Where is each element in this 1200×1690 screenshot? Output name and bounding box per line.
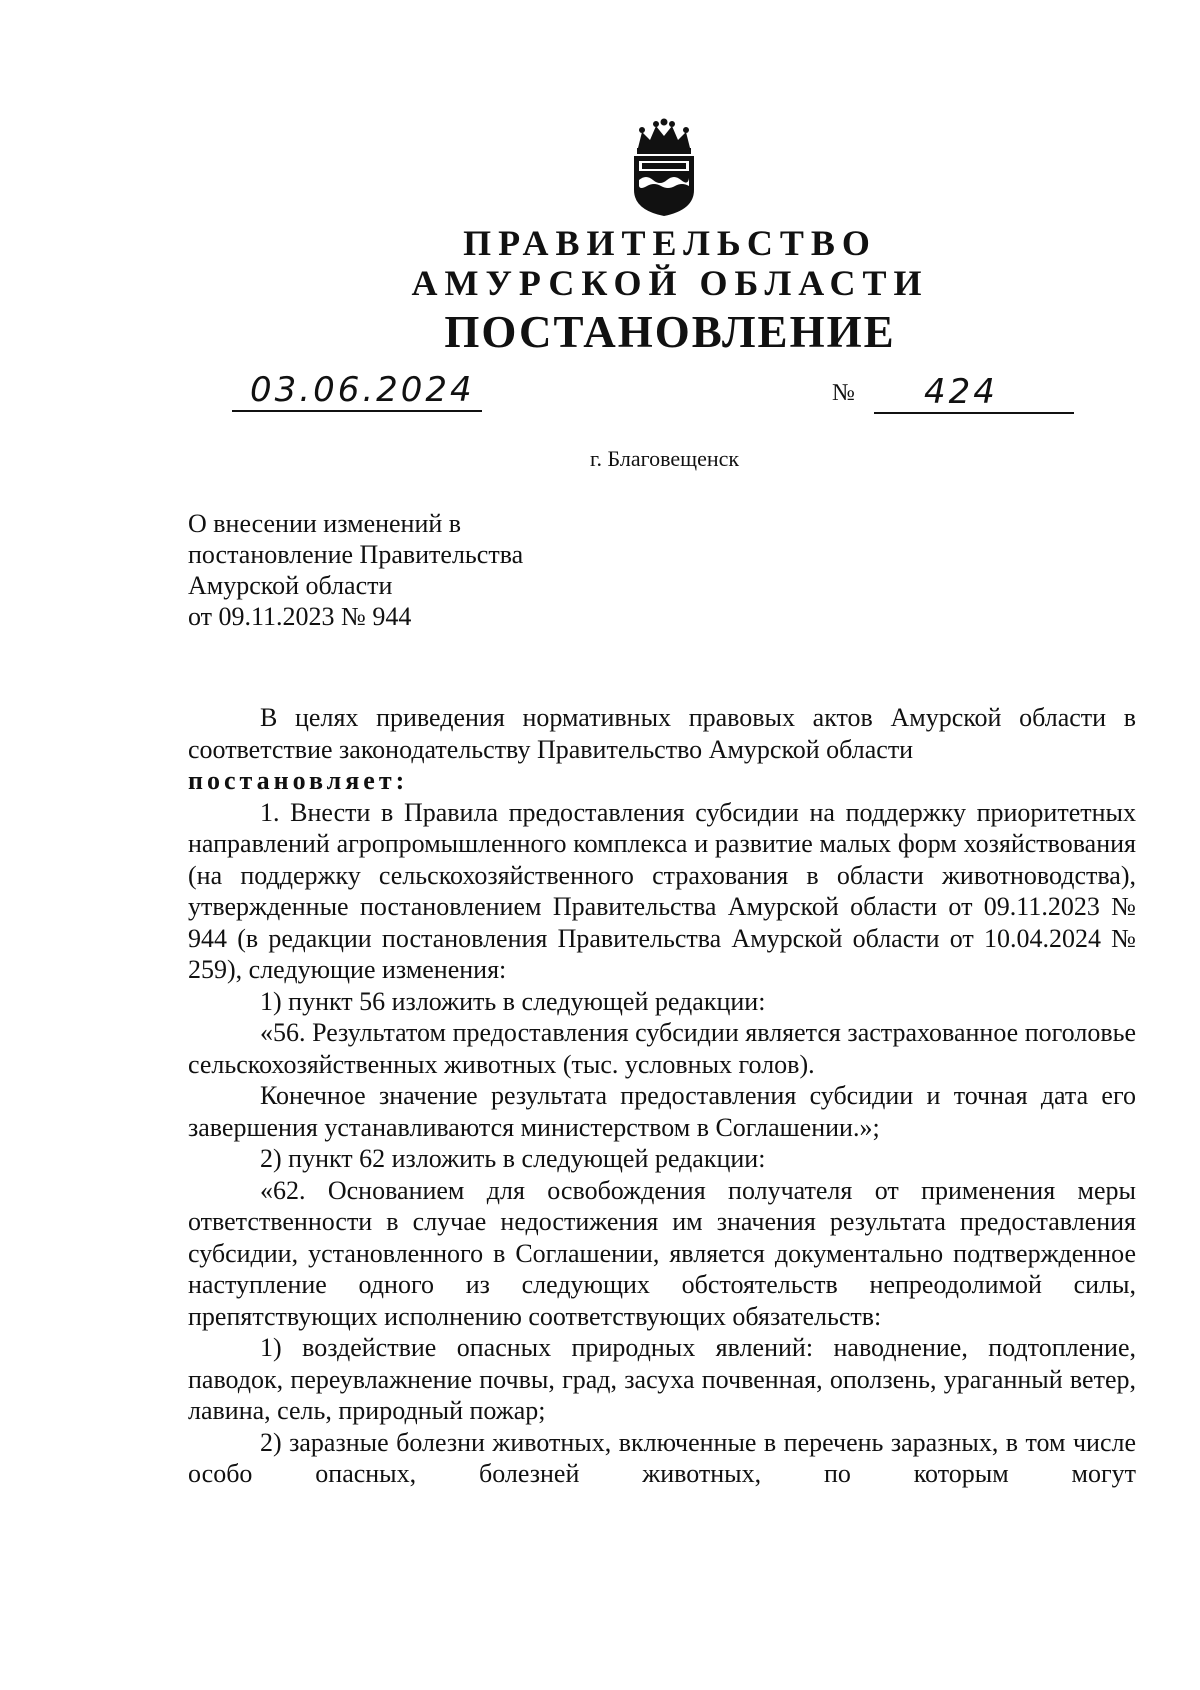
city-label: г. Благовещенск (590, 446, 740, 471)
document-number: 424 (924, 372, 998, 412)
paragraph-56-part-2: Конечное значение результата предоставления субсидии и точная дата его завершения устанавливаются министерством в Соглашении.»; (188, 1081, 1136, 1142)
paragraph-62-item-2: 2) заразные болезни животных, включенные в перечень заразных, в том числе особо опасных, болезней животных, по которым могут (188, 1427, 1136, 1488)
paragraph-56: «56. Результатом предоставления субсидии является застрахованное поголовье сельскохозяйственных животных (тыс. условных голов). (188, 1018, 1136, 1079)
subject-line: постановление Правительства (188, 540, 524, 569)
paragraph-1-item-1: 1) пункт 56 изложить в следующей редакции: (260, 986, 766, 1016)
date-field (232, 370, 482, 412)
number-label: № (832, 380, 855, 406)
subject-line: О внесении изменений в (188, 509, 462, 538)
decree-word: постановляет: (188, 766, 409, 795)
intro-paragraph: В целях приведения нормативных правовых актов Амурской области в соответствие законодательству Правительство Амурской области (188, 703, 1136, 764)
org-name-line2: АМУРСКОЙ ОБЛАСТИ (411, 263, 929, 303)
subject-line: Амурской области (188, 571, 393, 600)
subject-line: от 09.11.2023 № 944 (188, 602, 412, 631)
document-subject (188, 508, 523, 632)
document-date: 03.06.2024 (250, 370, 475, 410)
org-name-line1: ПРАВИТЕЛЬСТВО (463, 223, 877, 263)
number-field (874, 372, 1074, 414)
paragraph-62: «62. Основанием для освобождения получателя от применения меры ответственности в случае недостижения им значения результата предоставления субсидии, установленного в Соглашении, является документально подтвержденное наступление одного из следующих обстоятельств непреодолимой силы, препятствующих исполнению соответствующих обязательств: (188, 1175, 1136, 1331)
amur-region-coat-of-arms-icon (628, 118, 700, 218)
document-type-title: ПОСТАНОВЛЕНИЕ (444, 307, 896, 357)
paragraph-1: 1. Внести в Правила предоставления субсидии на поддержку приоритетных направлений агропромышленного комплекса и развитие малых форм хозяйствования (на поддержку сельскохозяйственного страхования в области животноводства), утвержденные постановлением Правительства Амурской области от 09.11.2023 № 944 (в редакции постановления Правительства Амурской области от 10.04.2024 № 259), следующие изменения: (188, 797, 1136, 984)
document-body (188, 702, 1136, 1490)
paragraph-1-item-2: 2) пункт 62 изложить в следующей редакции: (260, 1144, 766, 1173)
paragraph-62-item-1: 1) воздействие опасных природных явлений: наводнение, подтопление, паводок, переувлажнение почвы, град, засуха почвенная, оползень, ураганный ветер, лавина, сель, природный пожар; (188, 1333, 1136, 1425)
